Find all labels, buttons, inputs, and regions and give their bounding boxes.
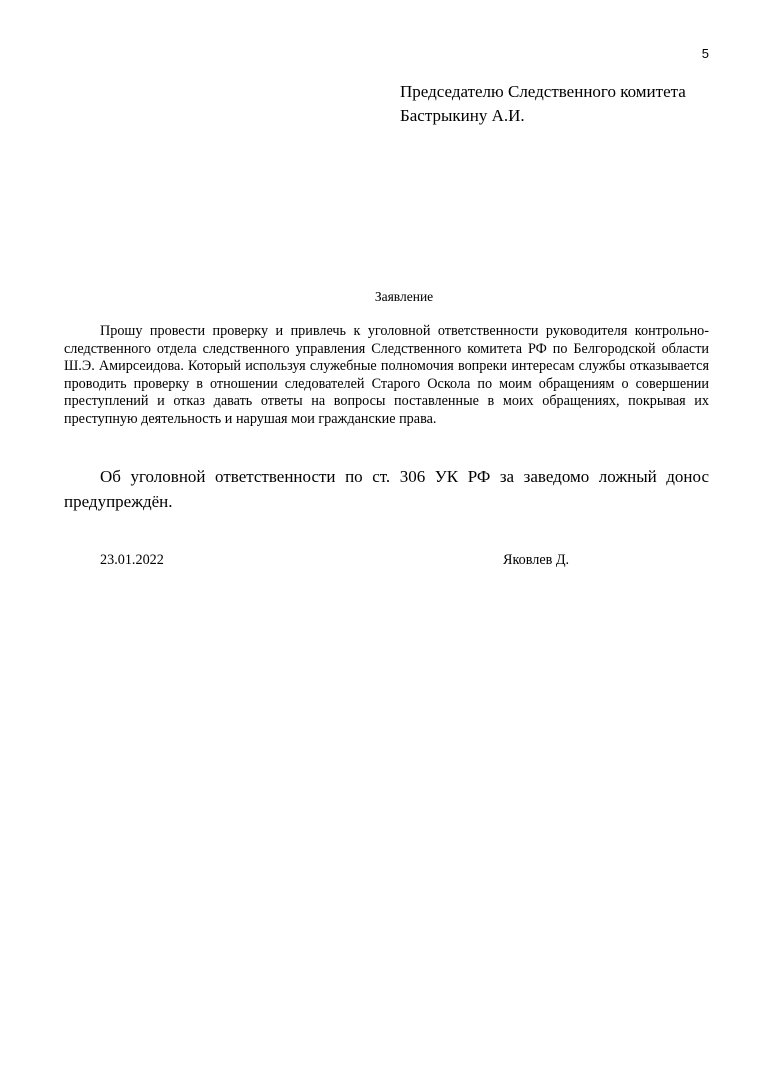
signature-name: Яковлев Д. bbox=[503, 552, 570, 568]
addressee-block bbox=[400, 80, 686, 128]
statement-body: Прошу провести проверку и привлечь к уголовной ответственности руководителя контрольно-следственного отдела следственного управления Следственного комитета РФ по Белгородской области Ш.Э. Амирсеидова. Который используя служебные полномочия вопреки интересам службы отказывается проводить проверку в отношении следователей Старого Оскола по моим обращениям о совершении преступлений и отказ давать ответы на вопросы поставленные в моих обращениях, покрывая их преступную деятельность и нарушая мои гражданские права. bbox=[64, 323, 709, 427]
addressee-name: Бастрыкину А.И. bbox=[400, 106, 525, 125]
addressee-position: Председателю Следственного комитета bbox=[400, 82, 686, 101]
page-number: 5 bbox=[701, 46, 709, 61]
document-title: Заявление bbox=[374, 289, 434, 304]
statement-date: 23.01.2022 bbox=[100, 552, 164, 568]
liability-warning: Об уголовной ответственности по ст. 306 УК РФ за заведомо ложный донос предупреждён. bbox=[64, 467, 709, 511]
